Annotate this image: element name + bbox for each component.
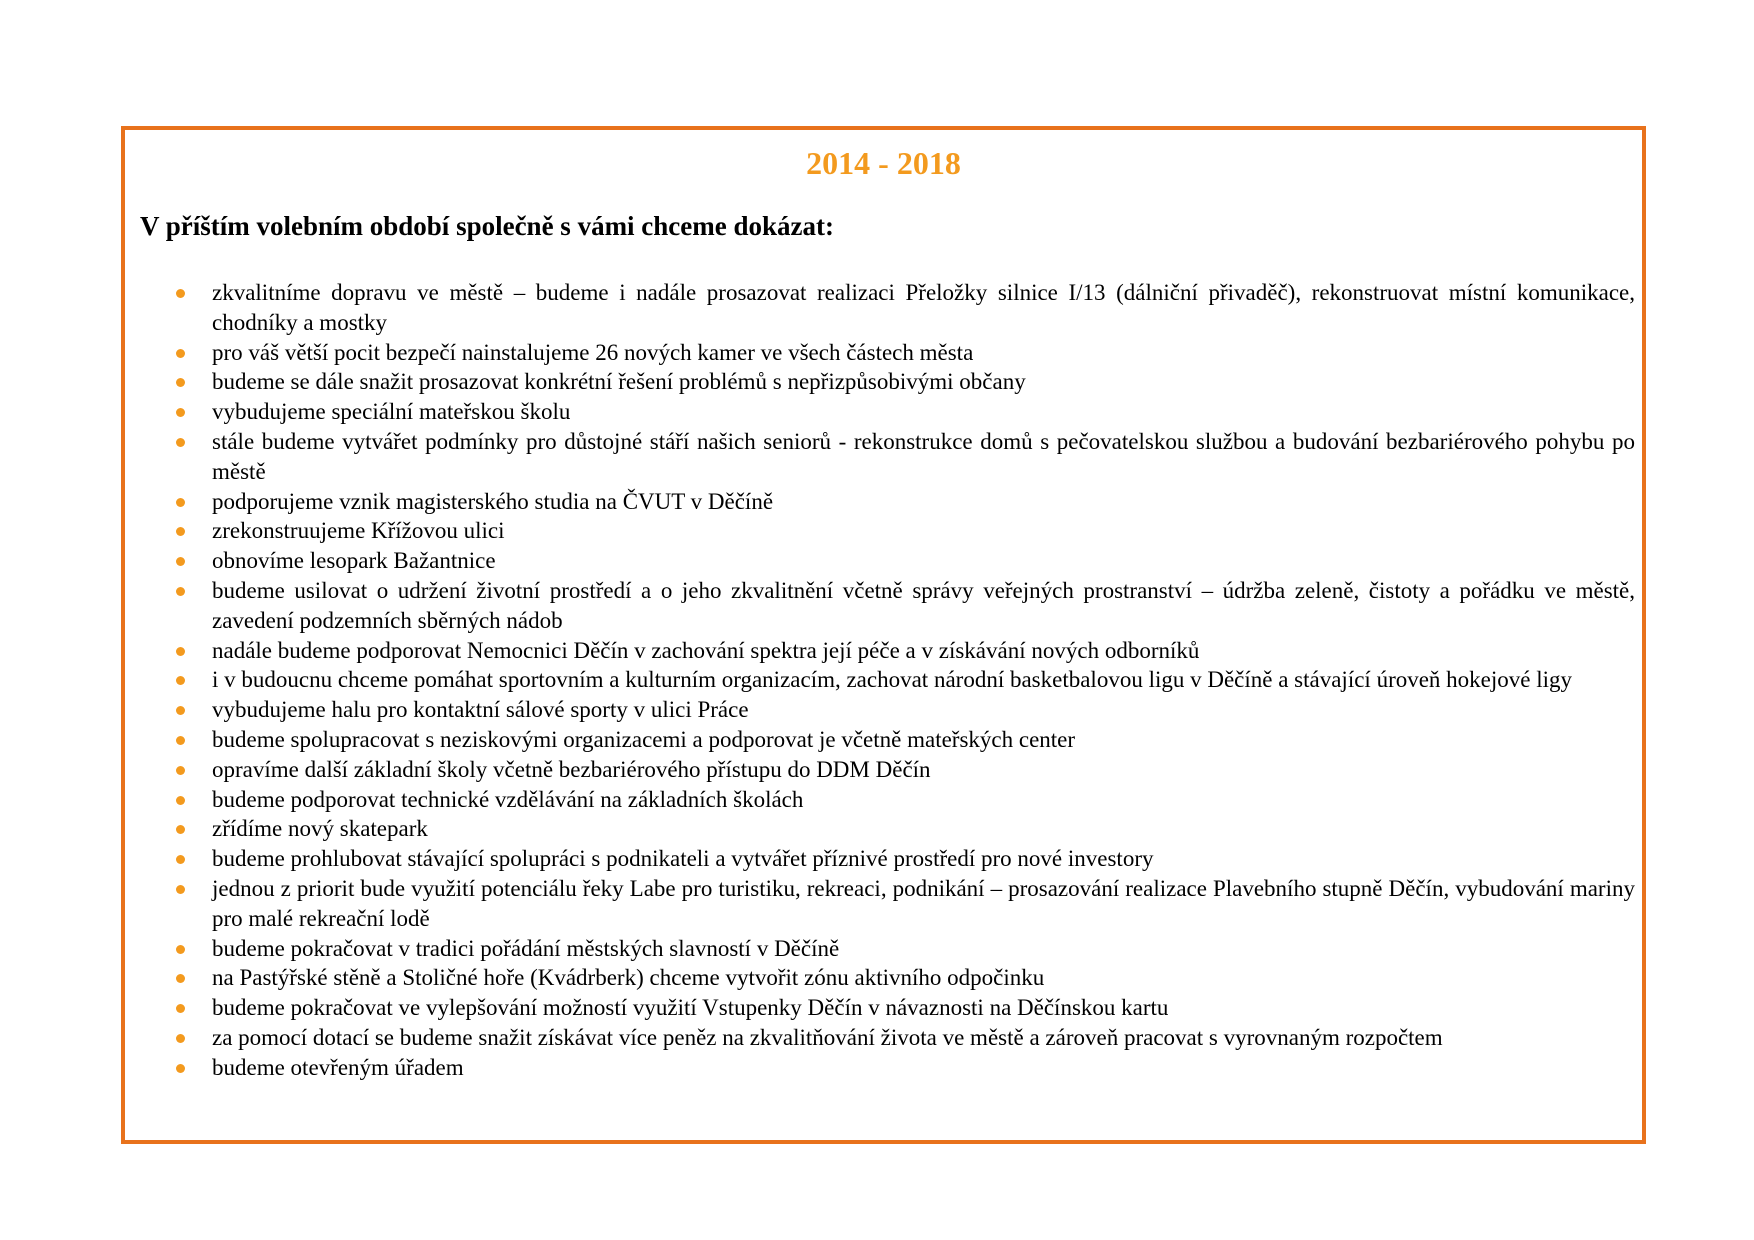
list-item-text: nadále budeme podporovat Nemocnici Děčín v zachování spektra její péče a v získávání nových odborníků (212, 637, 1200, 663)
list-item (125, 665, 1635, 695)
bullet-icon (176, 349, 185, 358)
program-frame (121, 126, 1646, 1144)
bullet-icon (176, 945, 185, 954)
list-item-text: podporujeme vznik magisterského studia na ČVUT v Děčíně (212, 488, 774, 514)
list-item-text: budeme usilovat o udržení životní prostředí a o jeho zkvalitnění včetně správy veřejných prostranství – údržba zeleně, čistoty a pořádku ve městě, zavedení podzemních sběrných nádob (212, 577, 1635, 633)
list-item (125, 725, 1635, 755)
list-item (125, 814, 1635, 844)
list-item-text: budeme otevřeným úřadem (212, 1054, 464, 1080)
list-item-text: zřídíme nový skatepark (212, 816, 428, 842)
bullet-icon (176, 676, 185, 685)
list-item (125, 636, 1635, 666)
bullet-icon (176, 706, 185, 715)
bullet-icon (176, 1004, 185, 1013)
list-item-text: obnovíme lesopark Bažantnice (212, 548, 496, 574)
list-item-text: jednou z priorit bude využití potenciálu řeky Labe pro turistiku, rekreaci, podnikání – prosazování realizace Plavebního stupně Děčín, vybudování mariny pro malé rekreační lodě (212, 875, 1635, 931)
list-item (125, 487, 1635, 517)
list-item-text: budeme spolupracovat s neziskovými organizacemi a podporovat je včetně mateřských center (212, 726, 1076, 752)
bullet-icon (176, 885, 185, 894)
list-item-text: budeme prohlubovat stávající spolupráci s podnikateli a vytvářet příznivé prostředí pro nové investory (212, 846, 1154, 872)
list-item (125, 1053, 1635, 1083)
bullet-icon (176, 289, 185, 298)
list-item-text: budeme podporovat technické vzdělávání na základních školách (212, 786, 804, 812)
list-item (125, 278, 1635, 338)
bullet-icon (176, 825, 185, 834)
list-item-text: budeme pokračovat v tradici pořádání městských slavností v Děčíně (212, 935, 840, 961)
bullet-icon (176, 587, 185, 596)
list-item (125, 874, 1635, 934)
bullet-icon (176, 1064, 185, 1073)
list-item-text: vybudujeme speciální mateřskou školu (212, 399, 571, 425)
list-item (125, 1023, 1635, 1053)
bullet-icon (176, 647, 185, 656)
list-item (125, 367, 1635, 397)
list-item-text: i v budoucnu chceme pomáhat sportovním a kulturním organizacím, zachovat národní basketbalovou ligu v Děčíně a stávající úroveň hokejové ligy (212, 667, 1573, 693)
list-item-text: budeme pokračovat ve vylepšování možností využití Vstupenky Děčín v návaznosti na Děčínskou kartu (212, 995, 1169, 1021)
bullet-icon (176, 557, 185, 566)
bullet-icon (176, 1034, 185, 1043)
bullet-icon (176, 378, 185, 387)
list-item-text: opravíme další základní školy včetně bezbariérového přístupu do DDM Děčín (212, 756, 931, 782)
list-item-text: vybudujeme halu pro kontaktní sálové sporty v ulici Práce (212, 697, 749, 723)
bullet-icon (176, 408, 185, 417)
bullet-icon (176, 766, 185, 775)
bullet-icon (176, 796, 185, 805)
list-item-text: pro váš větší pocit bezpečí nainstalujeme 26 nových kamer ve všech částech města (212, 339, 974, 365)
promise-list (125, 278, 1635, 1083)
list-item (125, 546, 1635, 576)
bullet-icon (176, 736, 185, 745)
list-item (125, 785, 1635, 815)
list-item-text: na Pastýřské stěně a Stoličné hoře (Kvádrberk) chceme vytvořit zónu aktivního odpočinku (212, 965, 1045, 991)
list-item (125, 993, 1635, 1023)
list-item (125, 934, 1635, 964)
list-item (125, 576, 1635, 636)
list-item-text: budeme se dále snažit prosazovat konkrétní řešení problémů s nepřizpůsobivými občany (212, 369, 1026, 395)
intro-heading: V příštím volebním období společně s vámi chceme dokázat: (140, 211, 834, 241)
bullet-icon (176, 438, 185, 447)
bullet-icon (176, 855, 185, 864)
list-item-text: za pomocí dotací se budeme snažit získávat více peněz na zkvalitňování života ve městě a zároveň pracovat s vyrovnaným rozpočtem (212, 1024, 1443, 1050)
list-item-text: zkvalitníme dopravu ve městě – budeme i nadále prosazovat realizaci Přeložky silnice I/13 (dálniční přivaděč), rekonstruovat místní komunikace, chodníky a mostky (212, 280, 1635, 335)
period-title: 2014 - 2018 (806, 145, 961, 181)
list-item (125, 755, 1635, 785)
bullet-icon (176, 498, 185, 507)
bullet-icon (176, 974, 185, 983)
list-item (125, 844, 1635, 874)
list-item (125, 963, 1635, 993)
list-item-text: zrekonstruujeme Křížovou ulici (212, 518, 505, 544)
list-item (125, 397, 1635, 427)
list-item (125, 516, 1635, 546)
list-item (125, 338, 1635, 368)
list-item (125, 695, 1635, 725)
list-item (125, 427, 1635, 487)
bullet-icon (176, 527, 185, 536)
list-item-text: stále budeme vytvářet podmínky pro důstojné stáří našich seniorů - rekonstrukce domů s pečovatelskou službou a budování bezbariérového pohybu po městě (212, 428, 1635, 484)
